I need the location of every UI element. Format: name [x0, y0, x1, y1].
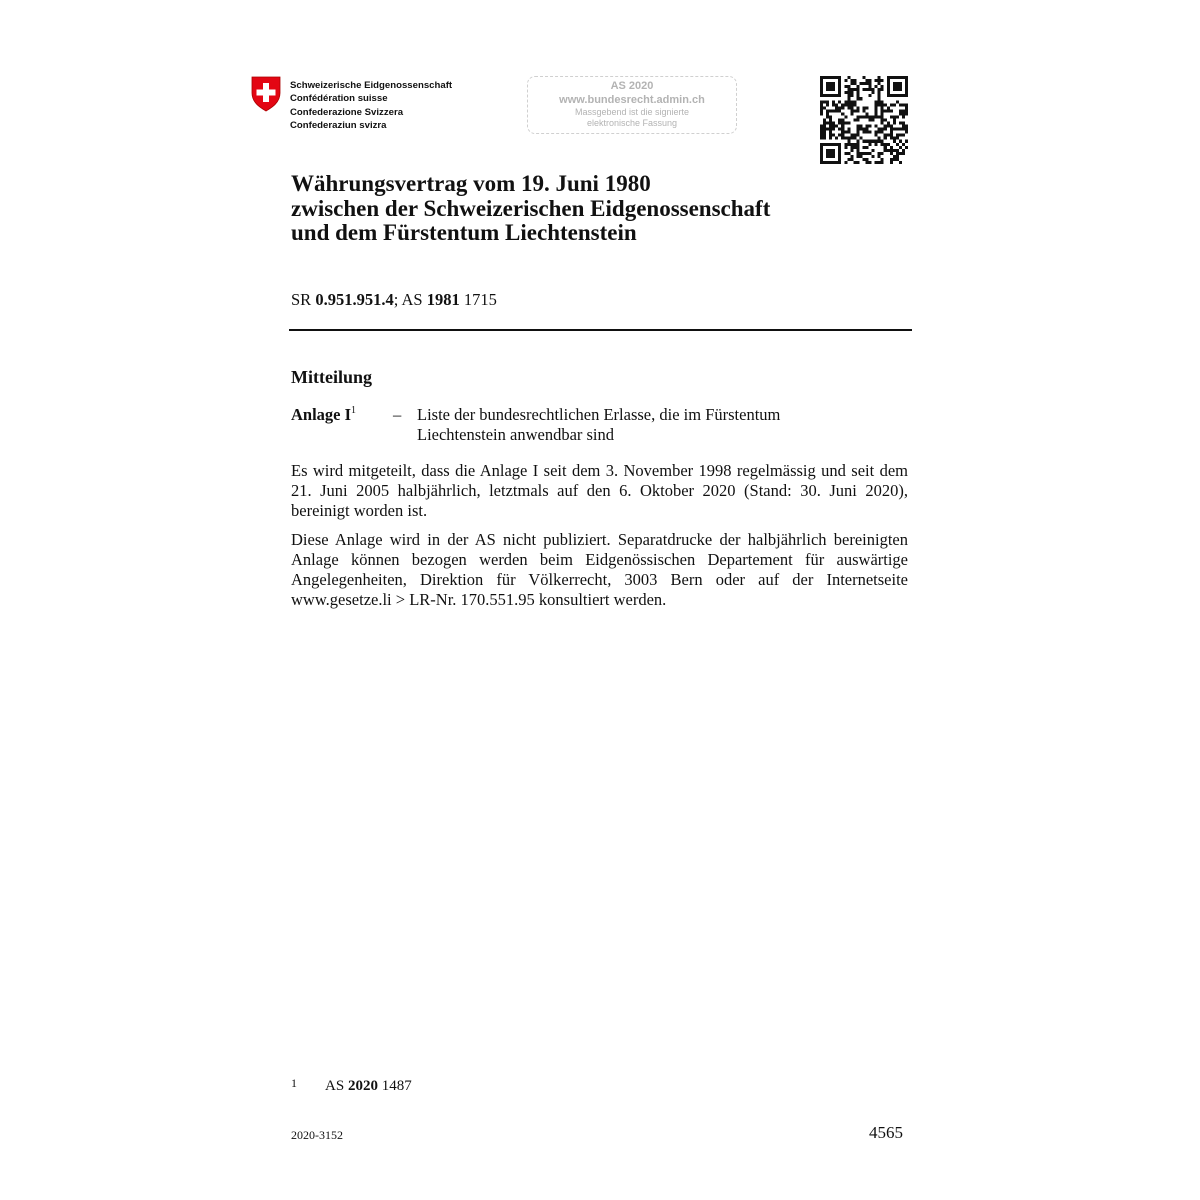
title-line-3: und dem Fürstentum Liechtenstein [291, 220, 637, 245]
agency-line-fr: Confédération suisse [290, 93, 388, 105]
stamp-line-note2: elektronische Fassung [586, 118, 678, 128]
paragraph-1: Es wird mitgeteilt, dass die Anlage I seit dem 3. November 1998 regelmässig und seit dem 21. Juni 2005 halbjährlich, letztmals auf den 6. Oktober 2020 (Stand: 30. Juni 2020), bereinigt worden ist. [291, 461, 908, 520]
stamp-line-as: AS 2020 [610, 80, 654, 92]
paragraph-2: Diese Anlage wird in der AS nicht publiziert. Separatdrucke der halbjährlich bereinigten Anlage können bezogen werden beim Eidgenössischen Departement für auswärtige Angelegenheiten, Direktion für Völkerrecht, 3003 Bern oder auf der Internetseite www.gesetze.li > LR-Nr. 170.551.95 konsultiert werden. [291, 530, 908, 609]
agency-name-block [290, 79, 452, 133]
title-line-2: zwischen der Schweizerischen Eidgenossenschaft [291, 195, 771, 221]
as-separator: ; AS [393, 290, 427, 309]
header-rule [289, 329, 912, 331]
section-heading: Mitteilung [291, 367, 372, 387]
sr-reference [291, 290, 497, 310]
footnote-page: 1487 [377, 1078, 412, 1094]
as-page: 1715 [459, 290, 497, 309]
footnote-year: 2020 [347, 1078, 378, 1094]
anlage-desc-line-1: Liste der bundesrechtlichen Erlasse, die im Fürstentum [417, 405, 781, 424]
sr-number: 0.951.951.4 [315, 290, 394, 309]
anlage-dash: – [393, 405, 402, 424]
document-code: 2020-3152 [291, 1128, 343, 1142]
agency-line-de: Schweizerische Eidgenossenschaft [290, 80, 453, 91]
swiss-coat-of-arms-icon [251, 76, 281, 112]
footnote-ref[interactable]: 1 [351, 404, 357, 416]
footnote-number: 1 [291, 1076, 297, 1090]
footnote-prefix: AS [325, 1078, 348, 1094]
sr-prefix: SR [291, 290, 316, 309]
page-number: 4565 [869, 1123, 903, 1142]
qr-code-icon [820, 76, 908, 164]
as-stamp [527, 76, 737, 134]
anlage-label-text: Anlage I [291, 405, 352, 424]
title-line-1: Währungsvertrag vom 19. Juni 1980 [291, 171, 651, 196]
document-title [291, 172, 931, 246]
anlage-description [417, 405, 837, 444]
footnote-text [325, 1078, 412, 1095]
anlage-label [291, 405, 356, 425]
stamp-line-url[interactable]: www.bundesrecht.admin.ch [559, 94, 705, 106]
agency-line-rm: Confederaziun svizra [290, 120, 387, 132]
as-year: 1981 [426, 290, 460, 309]
agency-line-it: Confederazione Svizzera [290, 106, 404, 118]
anlage-desc-line-2: Liechtenstein anwendbar sind [417, 424, 615, 444]
stamp-line-note1: Massgebend ist die signierte [574, 107, 690, 117]
